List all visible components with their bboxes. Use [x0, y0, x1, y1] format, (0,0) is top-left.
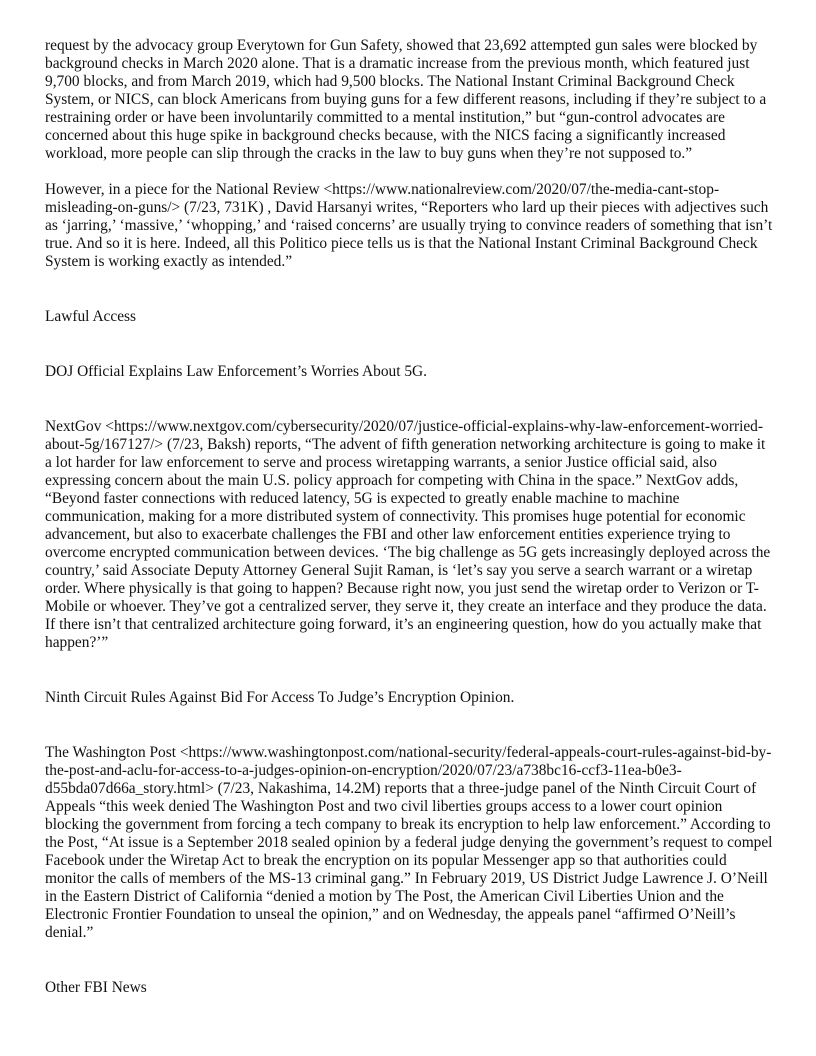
paragraph-washington-post: The Washington Post <https://www.washingtonpost.com/national-security/federal-appeals-court-rules-against-bid-by-the-post-and-aclu-for-access-to-a-judges-opinion-on-encryption/2020/07/23/a738bc16-ccf3-11ea-b0e3-d55bda07d66a_story.html> (7/23, Nakashima, 14.2M) reports that a three-judge panel of the Ninth Circuit Court of Appeals “this week denied The Washington Post and two civil liberties groups access to a lower court opinion blocking the government from forcing a tech company to break its encryption to help law enforcement.” According to the Post, “At issue is a September 2018 sealed opinion by a federal judge denying the government’s request to compel Facebook under the Wiretap Act to break the encryption on its popular Messenger app so that authorities could monitor the calls of members of the MS-13 criminal gang.” In February 2019, US District Judge Lawrence J. O’Neill in the Eastern District of California “denied a motion by The Post, the American Civil Liberties Union and the Electronic Frontier Foundation to unseal the opinion,” and on Wednesday, the appeals panel “affirmed O’Neill’s denial.”: [45, 744, 773, 941]
spacer: [45, 271, 773, 308]
spacer: [45, 163, 773, 181]
spacer: [45, 381, 773, 418]
spacer: [45, 707, 773, 744]
article-heading-ninth-circuit: Ninth Circuit Rules Against Bid For Access To Judge’s Encryption Opinion.: [45, 689, 515, 706]
paragraph-gun-sales-blocked: request by the advocacy group Everytown for Gun Safety, showed that 23,692 attempted gun sales were blocked by background checks in March 2020 alone. That is a dramatic increase from the previous month, which featured just 9,700 blocks, and from March 2019, which had 9,500 blocks. The National Instant Criminal Background Check System, or NICS, can block Americans from buying guns for a few different reasons, including if they’re subject to a restraining order or have been involuntarily committed to a mental institution,” but “gun-control advocates are concerned about this huge spike in background checks because, with the NICS facing a significantly increased workload, more people can slip through the cracks in the law to buy guns when they’re not supposed to.”: [45, 37, 767, 162]
section-heading-lawful-access: Lawful Access: [45, 308, 137, 325]
article-heading-doj-5g: DOJ Official Explains Law Enforcement’s Worries About 5G.: [45, 363, 428, 380]
document-page: [45, 37, 773, 997]
spacer: [45, 942, 773, 979]
paragraph-nextgov: NextGov <https://www.nextgov.com/cybersecurity/2020/07/justice-official-explains-why-law-enforcement-worried-about-5g/167127/> (7/23, Baksh) reports, “The advent of fifth generation networking architecture is going to make it a lot harder for law enforcement to serve and process wiretapping warrants, a senior Justice official said, also expressing concern about the main U.S. policy approach for competing with China in the space.” NextGov adds, “Beyond faster connections with reduced latency, 5G is expected to greatly enable machine to machine communication, making for a more distributed system of connectivity. This promises huge potential for economic advancement, but also to exacerbate challenges the FBI and other law enforcement entities experience trying to overcome encrypted communication between devices. ‘The big challenge as 5G gets increasingly deployed across the country,’ said Associate Deputy Attorney General Sujit Raman, is ‘let’s say you serve a search warrant or a wiretap order. Where physically is that going to happen? Because right now, you just send the wiretap order to Verizon or T-Mobile or whoever. They’ve got a centralized server, they serve it, they create an interface and they produce the data. If there isn’t that centralized architecture going forward, it’s an engineering question, how do you actually make that happen?’”: [45, 418, 771, 651]
section-heading-other-fbi-news: Other FBI News: [45, 979, 147, 996]
spacer: [45, 326, 773, 363]
spacer: [45, 652, 773, 689]
paragraph-national-review: However, in a piece for the National Review <https://www.nationalreview.com/2020/07/the-media-cant-stop-misleading-on-guns/> (7/23, 731K) , David Harsanyi writes, “Reporters who lard up their pieces with adjectives such as ‘jarring,’ ‘massive,’ ‘whopping,’ and ‘raised concerns’ are usually trying to convince readers of something that isn’t true. And so it is here. Indeed, all this Politico piece tells us is that the National Instant Criminal Background Check System is working exactly as intended.”: [45, 181, 773, 270]
